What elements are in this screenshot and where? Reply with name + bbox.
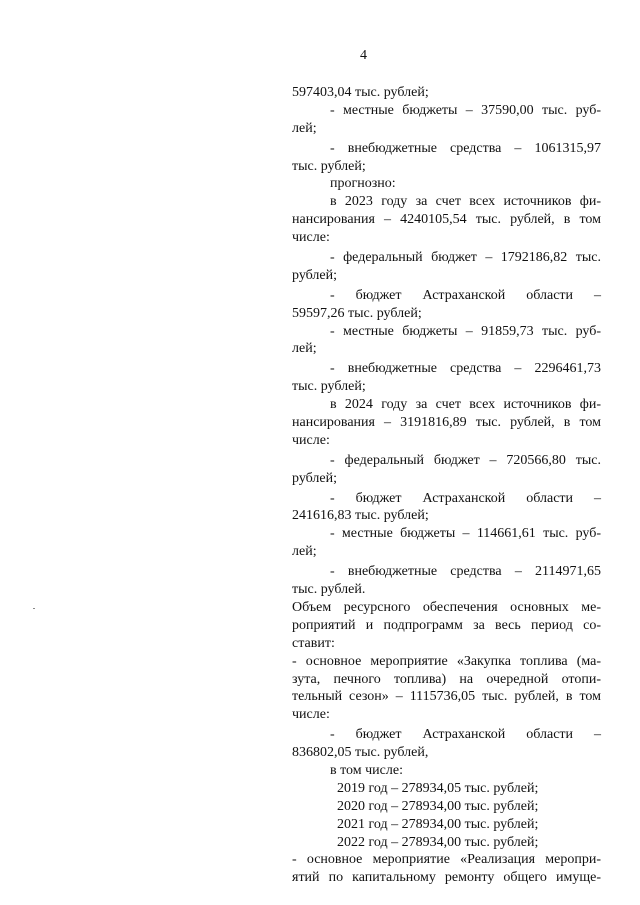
text-line: тельный сезон» – 1115736,05 тыс. рублей, в том <box>292 689 601 705</box>
text-line: 2021 год – 278934,00 тыс. рублей; <box>337 816 539 832</box>
text-line: числе: <box>292 230 330 246</box>
text-line: - местные бюджеты – 37590,00 тыс. руб- <box>330 102 601 118</box>
text-line: - внебюджетные средства – 2114971,65 <box>330 564 601 580</box>
text-line: - внебюджетные средства – 2296461,73 <box>330 361 601 377</box>
text-line: лей; <box>292 120 317 136</box>
text-line: числе: <box>292 432 330 448</box>
text-line: ставит: <box>292 635 335 651</box>
text-line: в 2023 году за счет всех источников фи- <box>330 194 601 210</box>
text-line: в 2024 году за счет всех источников фи- <box>330 397 601 413</box>
text-line: ятий по капитальному ремонту общего имуще- <box>292 870 601 886</box>
text-line: лей; <box>292 341 317 357</box>
text-line: тыс. рублей; <box>292 158 366 174</box>
page-number: 4 <box>360 48 367 63</box>
text-line: - бюджет Астраханской области – <box>330 287 601 303</box>
text-line: зута, печного топлива) на очередной отопи- <box>292 671 601 687</box>
text-line: в том числе: <box>330 762 403 778</box>
text-line: 597403,04 тыс. рублей; <box>292 85 429 100</box>
text-line: 836802,05 тыс. рублей, <box>292 745 429 761</box>
text-line: Объем ресурсного обеспечения основных ме- <box>292 599 601 615</box>
document-body-text <box>292 84 601 887</box>
text-line: прогнозно: <box>330 176 396 192</box>
scan-speck <box>33 608 35 609</box>
text-line: - местные бюджеты – 114661,61 тыс. руб- <box>330 526 601 542</box>
text-line: рублей; <box>292 267 337 283</box>
text-line: роприятий и подпрограмм за весь период со- <box>292 617 601 633</box>
text-line: - основное мероприятие «Закупка топлива (ма- <box>292 653 601 669</box>
text-line: нансирования – 4240105,54 тыс. рублей, в том <box>292 212 601 228</box>
text-line: рублей; <box>292 470 337 486</box>
text-line: 2020 год – 278934,00 тыс. рублей; <box>337 798 539 814</box>
text-line: - основное мероприятие «Реализация меропри- <box>292 852 601 868</box>
text-line: числе: <box>292 707 330 723</box>
text-line: - федеральный бюджет – 720566,80 тыс. <box>330 452 601 468</box>
text-line: - местные бюджеты – 91859,73 тыс. руб- <box>330 323 601 339</box>
text-line: 241616,83 тыс. рублей; <box>292 508 429 524</box>
text-line: нансирования – 3191816,89 тыс. рублей, в том <box>292 415 601 431</box>
text-line: - бюджет Астраханской области – <box>330 490 601 506</box>
text-line: - бюджет Астраханской области – <box>330 727 601 743</box>
text-line: лей; <box>292 544 317 560</box>
text-line: тыс. рублей; <box>292 379 366 395</box>
text-line: 2022 год – 278934,00 тыс. рублей; <box>337 834 539 850</box>
text-line: тыс. рублей. <box>292 582 366 598</box>
text-line: - федеральный бюджет – 1792186,82 тыс. <box>330 250 601 266</box>
text-line: 59597,26 тыс. рублей; <box>292 305 422 321</box>
text-line: 2019 год – 278934,05 тыс. рублей; <box>337 780 539 796</box>
text-line: - внебюджетные средства – 1061315,97 <box>330 140 601 156</box>
